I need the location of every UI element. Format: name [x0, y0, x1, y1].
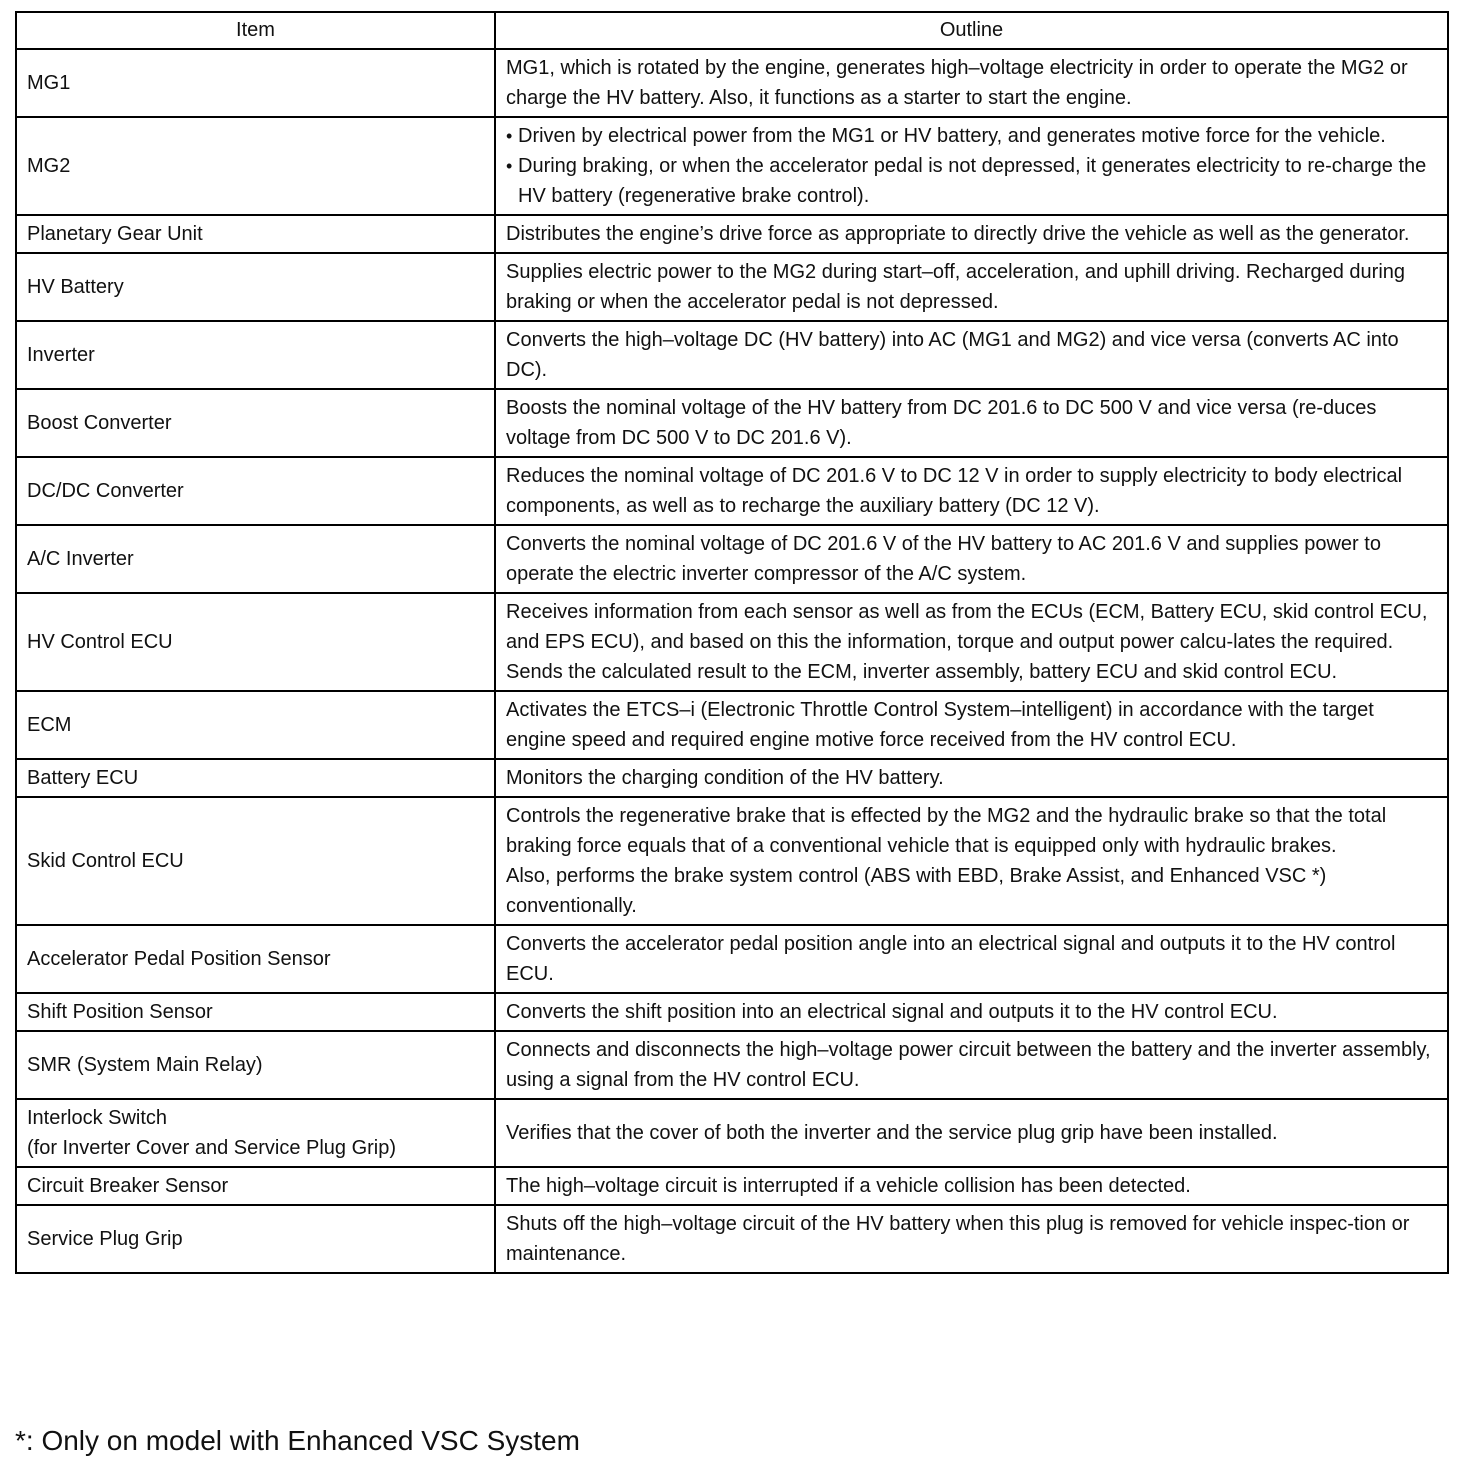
- header-outline: Outline: [495, 12, 1448, 49]
- item-cell: [16, 321, 495, 389]
- table-row: [16, 1205, 1448, 1273]
- outline-bullet-item: • During braking, or when the accelerator pedal is not depressed, it generates electricity to re-charge the HV battery (regenerative brake control).: [506, 151, 1437, 211]
- outline-text: Controls the regenerative brake that is effected by the MG2 and the hydraulic brake so that the total braking force equals that of a conventional vehicle that is equipped only with hydraulic brakes.: [506, 805, 1387, 857]
- outline-text: Converts the nominal voltage of DC 201.6 V of the HV battery to AC 201.6 V and supplies power to operate the electric inverter compressor of the A/C system.: [506, 533, 1381, 585]
- item-cell: [16, 1099, 495, 1167]
- outline-text: Supplies electric power to the MG2 during start–off, acceleration, and uphill driving. Recharged during braking or when the accelerator pedal is not depressed.: [506, 261, 1406, 313]
- outline-text: MG1, which is rotated by the engine, generates high–voltage electricity in order to operate the MG2 or charge the HV battery. Also, it functions as a starter to start the engine.: [506, 57, 1408, 109]
- table-row: [16, 321, 1448, 389]
- table-row: [16, 49, 1448, 117]
- outline-cell: [495, 593, 1448, 691]
- table-row: [16, 593, 1448, 691]
- item-name: MG1: [27, 72, 71, 94]
- item-cell: [16, 993, 495, 1031]
- outline-text: Converts the accelerator pedal position angle into an electrical signal and outputs it to the HV control ECU.: [506, 933, 1396, 985]
- item-cell: [16, 117, 495, 215]
- outline-text: Sends the calculated result to the ECM, inverter assembly, battery ECU and skid control ECU.: [506, 661, 1338, 683]
- item-cell: [16, 925, 495, 993]
- outline-cell: [495, 925, 1448, 993]
- item-name: Battery ECU: [27, 767, 139, 789]
- table-row: [16, 215, 1448, 253]
- item-name: Shift Position Sensor: [27, 1001, 213, 1023]
- item-name: A/C Inverter: [27, 548, 134, 570]
- outline-text: Boosts the nominal voltage of the HV battery from DC 201.6 to DC 500 V and vice versa (re-duces voltage from DC 500 V to DC 201.6 V).: [506, 397, 1377, 449]
- item-name: MG2: [27, 155, 71, 177]
- table-row: [16, 797, 1448, 925]
- outline-cell: [495, 49, 1448, 117]
- outline-cell: [495, 321, 1448, 389]
- item-cell: [16, 457, 495, 525]
- outline-cell: [495, 525, 1448, 593]
- outline-text: Receives information from each sensor as well as from the ECUs (ECM, Battery ECU, skid control ECU, and EPS ECU), and based on this the information, torque and output power calcu-lates the required.: [506, 601, 1428, 653]
- item-cell: [16, 797, 495, 925]
- table-row: [16, 1031, 1448, 1099]
- component-outline-table: [15, 11, 1449, 1274]
- outline-text: Distributes the engine’s drive force as appropriate to directly drive the vehicle as well as the generator.: [506, 223, 1410, 245]
- item-cell: [16, 1031, 495, 1099]
- item-cell: [16, 389, 495, 457]
- outline-text: Shuts off the high–voltage circuit of the HV battery when this plug is removed for vehicle inspec-tion or maintenance.: [506, 1213, 1410, 1265]
- outline-cell: [495, 797, 1448, 925]
- item-cell: [16, 1205, 495, 1273]
- outline-text: Reduces the nominal voltage of DC 201.6 V to DC 12 V in order to supply electricity to body electrical components, as well as to recharge the auxiliary battery (DC 12 V).: [506, 465, 1403, 517]
- table-row: [16, 525, 1448, 593]
- table-row: [16, 1099, 1448, 1167]
- item-cell: [16, 49, 495, 117]
- outline-cell: [495, 1099, 1448, 1167]
- item-cell: [16, 525, 495, 593]
- table-row: [16, 925, 1448, 993]
- outline-cell: [495, 759, 1448, 797]
- outline-cell: [495, 215, 1448, 253]
- outline-cell: [495, 691, 1448, 759]
- outline-cell: [495, 389, 1448, 457]
- outline-cell: [495, 457, 1448, 525]
- item-cell: [16, 593, 495, 691]
- outline-cell: [495, 1167, 1448, 1205]
- table-row: [16, 117, 1448, 215]
- outline-bullet-item: • Driven by electrical power from the MG1 or HV battery, and generates motive force for the vehicle.: [506, 121, 1437, 151]
- outline-text: Connects and disconnects the high–voltage power circuit between the battery and the inverter assembly, using a signal from the HV control ECU.: [506, 1039, 1431, 1091]
- table-row: [16, 1167, 1448, 1205]
- footnote: *: Only on model with Enhanced VSC System: [15, 1425, 580, 1456]
- item-cell: [16, 759, 495, 797]
- table-row: [16, 759, 1448, 797]
- outline-cell: [495, 993, 1448, 1031]
- outline-text: Activates the ETCS–i (Electronic Throttle Control System–intelligent) in accordance with the target engine speed and required engine motive force received from the HV control ECU.: [506, 699, 1374, 751]
- outline-cell: [495, 117, 1448, 215]
- item-name: Accelerator Pedal Position Sensor: [27, 948, 331, 970]
- outline-text: Converts the high–voltage DC (HV battery) into AC (MG1 and MG2) and vice versa (converts AC into DC).: [506, 329, 1399, 381]
- item-cell: [16, 691, 495, 759]
- header-item: Item: [16, 12, 495, 49]
- outline-text: Converts the shift position into an electrical signal and outputs it to the HV control ECU.: [506, 1001, 1278, 1023]
- table-row: [16, 457, 1448, 525]
- table-row: [16, 691, 1448, 759]
- item-name: HV Control ECU: [27, 631, 173, 653]
- outline-bullet-list: [506, 121, 1437, 211]
- table-row: [16, 993, 1448, 1031]
- item-name: (for Inverter Cover and Service Plug Grip): [27, 1137, 397, 1159]
- item-name: Circuit Breaker Sensor: [27, 1175, 229, 1197]
- item-name: SMR (System Main Relay): [27, 1054, 263, 1076]
- item-cell: [16, 1167, 495, 1205]
- item-name: Planetary Gear Unit: [27, 223, 203, 245]
- item-name: Interlock Switch: [27, 1107, 168, 1129]
- item-cell: [16, 253, 495, 321]
- item-name: Skid Control ECU: [27, 850, 184, 872]
- item-name: ECM: [27, 714, 72, 736]
- item-name: Service Plug Grip: [27, 1228, 183, 1250]
- item-name: HV Battery: [27, 276, 124, 298]
- item-cell: [16, 215, 495, 253]
- table-row: [16, 389, 1448, 457]
- table-row: [16, 253, 1448, 321]
- outline-text: Verifies that the cover of both the inverter and the service plug grip have been installed.: [506, 1122, 1278, 1144]
- outline-cell: [495, 253, 1448, 321]
- outline-text: Also, performs the brake system control (ABS with EBD, Brake Assist, and Enhanced VSC *) conventionally.: [506, 865, 1327, 917]
- item-name: DC/DC Converter: [27, 480, 184, 502]
- outline-text: Monitors the charging condition of the HV battery.: [506, 767, 944, 789]
- item-name: Inverter: [27, 344, 95, 366]
- outline-cell: [495, 1205, 1448, 1273]
- outline-text: The high–voltage circuit is interrupted if a vehicle collision has been detected.: [506, 1175, 1191, 1197]
- table-header-row: [16, 12, 1448, 49]
- outline-cell: [495, 1031, 1448, 1099]
- item-name: Boost Converter: [27, 412, 172, 434]
